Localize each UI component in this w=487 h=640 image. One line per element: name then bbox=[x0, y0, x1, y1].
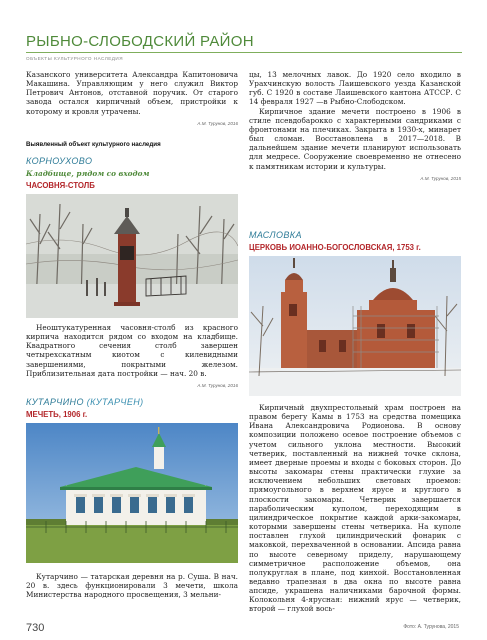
kornoukhovo-block bbox=[26, 323, 238, 390]
kornoukhovo-credit: А.М. Турунов, 2016 bbox=[197, 382, 238, 388]
kornoukhovo-text: Неоштукатуренная часовня-столб из красного кирпича находится рядом со входом на кладбище. Квадратного сечения столб завершен четырехскатным киотом с килевидными завершениями, покрытыми железом. Приблизительная дата постройки — нач. 20 в. bbox=[26, 323, 238, 378]
heritage-label: Выявленный объект культурного наследия bbox=[26, 141, 161, 148]
intro-credit: А.М. Турунов, 2016 bbox=[197, 120, 238, 126]
page-title: РЫБНО-СЛОБОДСКИЙ РАЙОН bbox=[26, 33, 254, 50]
page-header bbox=[26, 34, 462, 61]
location-kutarchino-name: КУТАРЧИНО bbox=[26, 397, 84, 407]
sublocation-cemetery: Кладбище, рядом со входом bbox=[26, 169, 150, 178]
photo-church bbox=[249, 256, 461, 396]
object-mosque: МЕЧЕТЬ, 1906 г. bbox=[26, 410, 88, 419]
footer-photo-credit: Фото: А. Турунова, 2015 bbox=[403, 624, 459, 630]
intro-text: Казанского университета Александра Капитоновича Макашина. Управляющим у него служил Виктор Петрович Антонов, отставной поручик. От старого завода остался кирпичный объем, пристройки к которому и кровля утрачены. bbox=[26, 70, 238, 116]
object-church: ЦЕРКОВЬ ИОАННО-БОГОСЛОВСКАЯ, 1753 г. bbox=[249, 243, 421, 252]
page-subtitle: ОБЪЕКТЫ КУЛЬТУРНОГО НАСЛЕДИЯ bbox=[26, 56, 124, 61]
right-continued-block bbox=[249, 70, 461, 183]
photo-chapel-pillar bbox=[26, 194, 238, 318]
intro-block bbox=[26, 70, 238, 128]
kutarchino-text: Кутарчино — татарская деревня на р. Суша. В нач. 20 в. здесь функционировали 3 мечети, школа Министерства народного просвещения, 3 мельни- bbox=[26, 572, 238, 600]
continued-text-2: Кирпичное здание мечети построено в 1906 в стиле псевдобарокко с характерными сандриками с фронтонами на плечиках. Закрыта в 1930-х, минарет был сломан. Восстановлена в 2017—2018. В дальнейшем здание мечети планируют использовать для медресе. Сооружение своевременно не отнесено к памятникам истории и культуры. bbox=[249, 106, 461, 171]
location-kutarchino-alt: (КУТАРЧЕН) bbox=[86, 397, 144, 407]
location-maslovka: МАСЛОВКА bbox=[249, 230, 302, 240]
chapel-pillar-image bbox=[26, 194, 238, 318]
photo-mosque bbox=[26, 423, 238, 563]
location-kutarchino bbox=[26, 397, 144, 407]
mosque-image bbox=[26, 423, 238, 563]
continued-text-1: цы, 13 мелочных лавок. До 1920 село входило в Урахчинскую волость Лаишевского уезда Казанской губ. С 1920 в составе Лаишевского кантона АТССР. С 14 февраля 1927 —в Рыбно-Слободском. bbox=[249, 70, 461, 107]
church-image bbox=[249, 256, 461, 396]
kutarchino-block bbox=[26, 572, 238, 599]
location-kornoukhovo: КОРНОУХОВО bbox=[26, 156, 93, 166]
continued-credit: А.М. Турунов, 2015 bbox=[420, 175, 461, 181]
header-rule bbox=[26, 52, 462, 53]
object-chapel-pillar: ЧАСОВНЯ-СТОЛБ bbox=[26, 181, 95, 190]
maslovka-block bbox=[249, 403, 461, 614]
maslovka-text: Кирпичный двухпрестольный храм построен на правом берегу Камы в 1753 на средства помещика Ивана Александровича Родионова. В основу композиции положено осевое построение объемов с учетом сильного уклона местности. Высокий четверик, поставленный на нижней точке склона, имеет дверные проемы и входы с боковых сторон. До высоты закомары стены практически глухие за исключением небольших световых проемов: прямоугольного в верхнем ярусе и круглого в плоскости закомары. Четверик завершается параболическим куполом, переходящим в цилиндрическое покрытие каждой арки-закомары, которыми завершены стены четверика. На куполе поставлен глухой цилиндрический фонарик с маковкой, перехваченной в основании. Апсида равна по высоте северному приделу, нарушающему симметричное расположение объемов, она полукруглая в плане, под кинхой. Восстановленная ведавно трапезная в два окна по высоте равна апсиде, украшена наличниками барочной формы. Колокольня 4-ярусная: нижний ярус — четверик, второй — глухой вось- bbox=[249, 403, 461, 614]
page-number: 730 bbox=[26, 622, 45, 634]
